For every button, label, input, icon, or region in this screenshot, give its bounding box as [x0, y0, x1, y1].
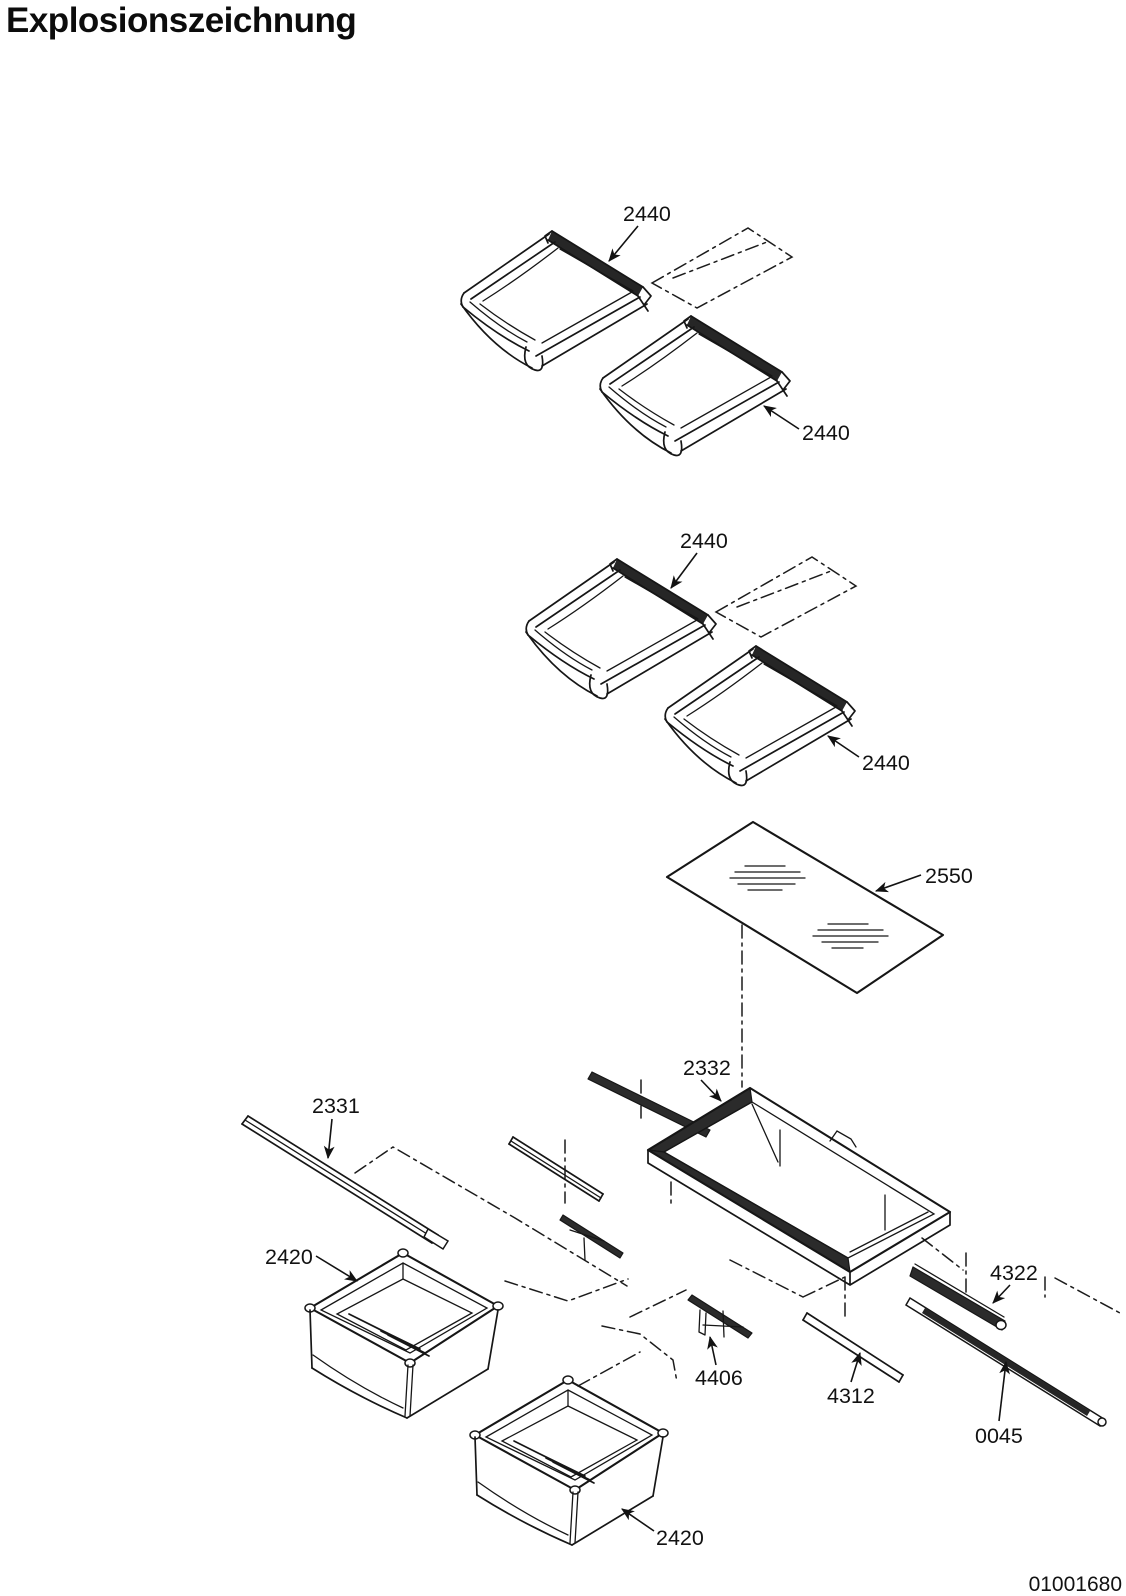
part-label: 4322	[990, 1261, 1038, 1285]
leader-line	[328, 1119, 332, 1158]
part-label: 4406	[695, 1366, 743, 1390]
part-shelf-2440-c	[526, 559, 716, 698]
page-title: Explosionszeichnung	[6, 1, 357, 40]
callout-clip-4406	[695, 1337, 743, 1390]
callout-drawer-lower	[622, 1509, 704, 1550]
leader-line	[701, 1080, 721, 1101]
leader-line	[828, 736, 859, 757]
part-label: 2440	[862, 751, 910, 775]
part-shelf-frame-2332	[648, 1088, 950, 1285]
leader-line	[622, 1509, 654, 1531]
part-drawer-2420-upper	[305, 1249, 503, 1418]
part-label: 2420	[656, 1526, 704, 1550]
document-number: 01001680	[1028, 1573, 1122, 1596]
leader-line	[876, 875, 921, 891]
leader-line	[671, 553, 697, 588]
part-label: 2440	[802, 421, 850, 445]
callout-trim-rail	[312, 1094, 360, 1158]
part-label: 2440	[680, 529, 728, 553]
callout-shelf-a	[609, 202, 671, 261]
callout-drawer-upper	[265, 1245, 357, 1281]
part-trim-rail-2331	[242, 1116, 448, 1249]
part-clip-small	[560, 1215, 623, 1260]
part-clip-4406	[688, 1295, 752, 1338]
part-label: 2550	[925, 864, 973, 888]
leader-line	[710, 1337, 716, 1365]
phantom-lines	[355, 228, 1120, 1386]
leader-line	[993, 1285, 1010, 1303]
leader-line	[316, 1256, 357, 1281]
part-shelf-2440-d	[665, 646, 855, 785]
part-label: 2331	[312, 1094, 360, 1118]
part-rail-middle	[509, 1137, 603, 1201]
callout-shelf-frame	[683, 1056, 731, 1101]
part-rail-4312	[803, 1313, 903, 1382]
part-glass-shelf-2550	[667, 822, 943, 993]
leader-line	[999, 1362, 1006, 1421]
callout-strip-0045	[975, 1362, 1023, 1448]
callout-shelf-d	[828, 736, 910, 775]
part-label: 2420	[265, 1245, 313, 1269]
part-shelf-2440-a	[461, 231, 651, 370]
leader-line	[851, 1353, 860, 1382]
callout-rail-4322	[990, 1261, 1038, 1303]
part-label: 0045	[975, 1424, 1023, 1448]
leader-line	[609, 226, 638, 261]
callout-shelf-b	[764, 406, 850, 445]
part-shelf-2440-b	[600, 316, 790, 455]
callout-glass-shelf	[876, 864, 973, 891]
part-label: 2332	[683, 1056, 731, 1080]
part-label: 4312	[827, 1384, 875, 1408]
part-label: 2440	[623, 202, 671, 226]
callout-shelf-c	[671, 529, 728, 588]
leader-line	[764, 406, 799, 429]
